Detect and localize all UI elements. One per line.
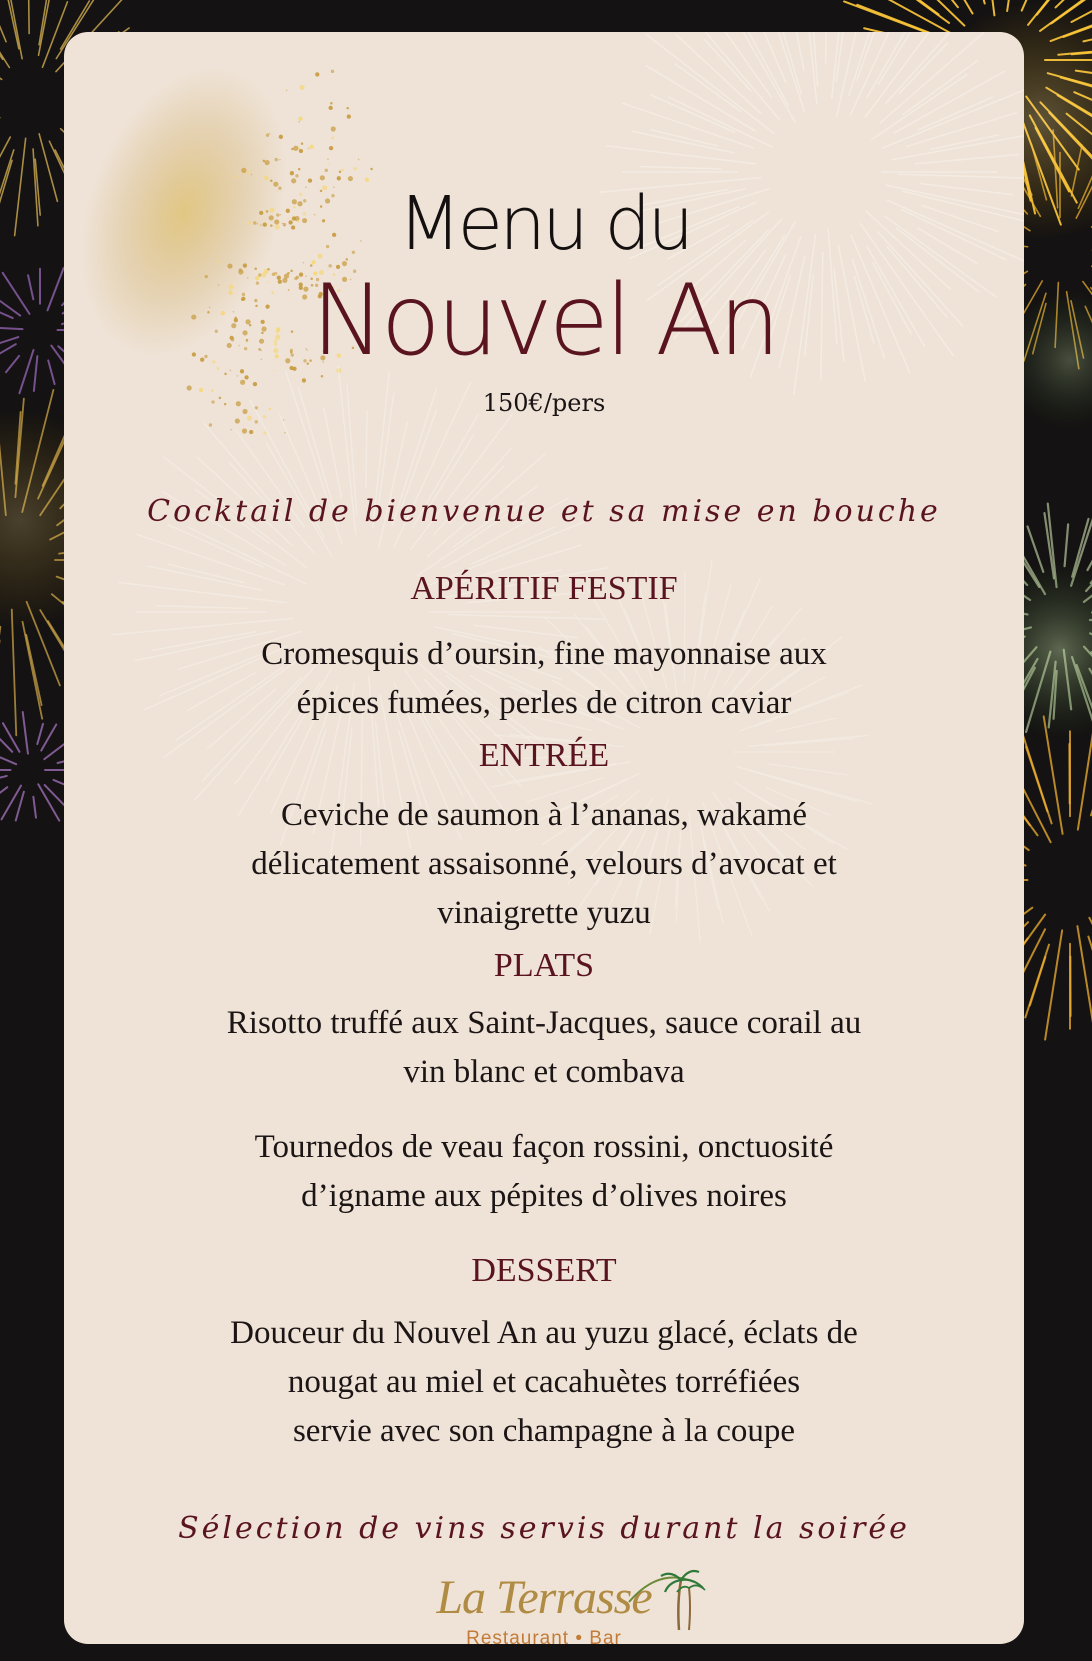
section-heading-aperitif: APÉRITIF FESTIF (410, 570, 678, 607)
dish-plat-1 (124, 999, 964, 1097)
dish-line: nougat au miel et cacahuètes torréfiées (287, 1364, 801, 1400)
dish-line: Ceviche de saumon à l’ananas, wakamé (281, 797, 807, 833)
section-heading-entree: ENTRÉE (478, 737, 610, 774)
dish-dessert (124, 1309, 964, 1456)
logo-subtitle: Restaurant • Bar (466, 1628, 622, 1644)
wine-selection: Sélection de vins servis durant la soirée (178, 1511, 910, 1546)
menu-price: 150€/pers (482, 389, 606, 417)
menu-title-line1: Menu du (397, 181, 691, 267)
dish-aperitif (124, 630, 964, 728)
dish-line: d’igname aux pépites d’olives noires (301, 1178, 787, 1214)
dish-line: délicatement assaisonné, velours d’avocat et (251, 846, 837, 882)
restaurant-logo (64, 1570, 1024, 1644)
dish-line: Douceur du Nouvel An au yuzu glacé, éclats de (230, 1315, 858, 1351)
dish-line: vin blanc et combava (403, 1054, 685, 1090)
section-heading-plats: PLATS (493, 947, 595, 984)
dish-entree (124, 791, 964, 938)
dish-line: servie avec son champagne à la coupe (292, 1413, 796, 1449)
menu-content (64, 32, 1024, 1644)
menu-card (64, 32, 1024, 1644)
section-heading-dessert: DESSERT (471, 1252, 617, 1289)
dish-line: Risotto truffé aux Saint-Jacques, sauce corail au (226, 1005, 862, 1041)
dish-line: vinaigrette yuzu (437, 895, 651, 931)
menu-title-line2: Nouvel An (311, 264, 777, 378)
dish-line: Tournedos de veau façon rossini, onctuosité (254, 1129, 834, 1165)
dish-line: épices fumées, perles de citron caviar (296, 685, 792, 721)
welcome-cocktail: Cocktail de bienvenue et sa mise en bouche (147, 494, 941, 529)
logo-name: La Terrasse (436, 1571, 652, 1624)
palm-tree-icon (619, 1562, 709, 1632)
dish-plat-2 (124, 1123, 964, 1221)
dish-line: Cromesquis d’oursin, fine mayonnaise aux (261, 636, 827, 672)
